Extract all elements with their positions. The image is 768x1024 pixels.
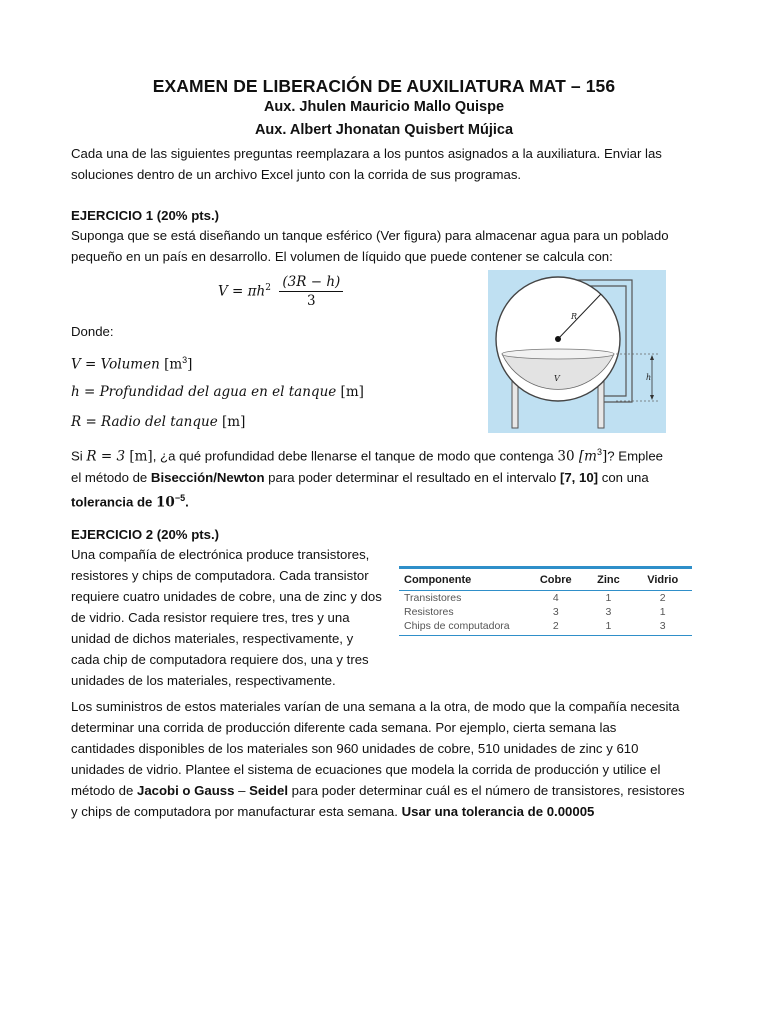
intro-paragraph xyxy=(71,143,662,185)
tolerance-exp: −5 xyxy=(174,493,186,504)
formula-numerator: (3R − h) xyxy=(279,274,343,292)
def-h-text: h = Profundidad del agua en el tanque xyxy=(71,384,341,400)
cell-vidrio: 1 xyxy=(659,606,666,618)
radius-label: R xyxy=(571,312,578,321)
cell-vidrio: 3 xyxy=(659,620,666,632)
donde-label: Donde: xyxy=(71,324,114,339)
table-row xyxy=(399,605,692,619)
method-seidel: Seidel xyxy=(249,783,288,798)
def-r-unit: [m] xyxy=(222,414,246,430)
definition-radius xyxy=(71,411,245,433)
p5-dash: – xyxy=(234,783,250,798)
auxiliary-name-1: Aux. Jhulen Mauricio Mallo Quispe xyxy=(263,99,505,115)
cell-cobre: 3 xyxy=(552,606,559,618)
question-line-3 xyxy=(71,488,663,513)
table-row xyxy=(399,591,692,605)
intro-line: soluciones dentro de un archivo Excel junto con la corrida de sus programas. xyxy=(71,167,522,182)
exercise-1-statement xyxy=(71,225,669,267)
exercise-2-statement xyxy=(71,544,389,691)
cell-cobre: 4 xyxy=(552,592,559,604)
q2-e: con una xyxy=(598,470,649,486)
intro-line: Cada una de las siguientes preguntas reemplazara a los puntos asignados a la auxiliatura. Enviar las xyxy=(71,146,662,161)
materials-table xyxy=(399,566,692,636)
paragraph-line: unidades de vidrio. Plantee el sistema de ecuaciones que modela la corrida de producción y utilice el xyxy=(71,762,661,777)
def-v-unit: [m xyxy=(164,356,183,373)
paragraph-line: Los suministros de estos materiales varían de una semana a la otra, de modo que la compañía necesita xyxy=(71,699,680,714)
question-line-1 xyxy=(71,442,663,467)
p6-a: y chips de computadora por manufacturar esta semana. xyxy=(71,804,402,819)
exercise-1-heading: EJERCICIO 1 (20% pts.) xyxy=(71,208,220,223)
statement-line: Una compañía de electrónica produce transistores, xyxy=(71,547,370,562)
statement-line: resistores y chips de computadora. Cada transistor xyxy=(71,568,369,583)
center-point xyxy=(555,336,561,342)
def-v-exp: 3 xyxy=(182,355,188,365)
header-componente: Componente xyxy=(404,574,472,586)
volume-label: V xyxy=(554,374,560,383)
row-label: Chips de computadora xyxy=(404,620,510,632)
definition-depth xyxy=(71,381,364,403)
definition-volume xyxy=(71,350,192,375)
cell-cobre: 2 xyxy=(552,620,559,632)
header-zinc: Zinc xyxy=(597,574,620,586)
q-end: ? Emplee xyxy=(607,448,663,464)
statement-line: pequeño en un país en desarrollo. El volumen de líquido que puede contener se calcula con: xyxy=(71,249,613,264)
q-vol-close: ] xyxy=(602,448,608,465)
formula-exponent: 2 xyxy=(265,282,271,293)
q2-a: el método de xyxy=(71,470,151,486)
exercise-2-paragraph-2 xyxy=(71,696,697,822)
p5-e: para poder determinar cuál es el número de transistores, resistores xyxy=(288,783,685,798)
header-vidrio: Vidrio xyxy=(647,574,679,586)
def-v-close: ] xyxy=(187,356,193,373)
q-vol-unit: [m xyxy=(578,448,597,465)
q3-a: tolerancia de xyxy=(71,494,157,510)
cell-zinc: 1 xyxy=(605,592,612,604)
volume-formula xyxy=(218,274,343,309)
table-header-row xyxy=(399,569,692,590)
statement-line: de vidrio. Cada resistor requiere tres, tres y una xyxy=(71,610,350,625)
q2-c: para poder determinar el resultado en el intervalo xyxy=(264,470,560,486)
depth-label: h xyxy=(646,373,652,382)
q-si: Si xyxy=(71,448,87,464)
table-row xyxy=(399,619,692,633)
method-jacobi-gauss: Jacobi o Gauss xyxy=(136,783,235,798)
formula-lhs: V = πh xyxy=(218,283,266,300)
statement-line: requiere cuatro unidades de cobre, una de zinc y dos xyxy=(71,589,382,604)
formula-denominator: 3 xyxy=(307,293,316,309)
q-mid: , ¿a qué profundidad debe llenarse el tanque de modo que contenga xyxy=(152,448,558,464)
paragraph-line xyxy=(71,780,697,801)
question-line-2 xyxy=(71,467,663,488)
row-label: Transistores xyxy=(404,592,462,604)
cell-zinc: 1 xyxy=(605,620,612,632)
water-surface xyxy=(502,349,614,359)
q-vol: 30 xyxy=(557,448,579,465)
paragraph-line: cantidades disponibles de los materiales son 960 unidades de cobre, 510 unidades de zinc y 610 xyxy=(71,741,639,756)
def-r-text: R = Radio del tanque xyxy=(71,414,222,430)
q-r-unit: [m] xyxy=(129,448,153,465)
exercise-2-heading: EJERCICIO 2 (20% pts.) xyxy=(71,527,220,542)
q-r: R = 3 xyxy=(86,448,130,465)
table-bottom-rule xyxy=(399,635,692,636)
def-h-unit: [m] xyxy=(340,384,364,400)
q-vol-exp: 3 xyxy=(596,447,602,457)
formula-fraction xyxy=(279,274,343,309)
statement-line: unidades de los materiales, respectivamente. xyxy=(71,673,336,688)
statement-line: unidad de dichos materiales, respectivamente, y xyxy=(71,631,354,646)
paragraph-line: determinar una corrida de producción diferente cada semana. Por ejemplo, cierta semana las xyxy=(71,720,617,735)
statement-line: cada chip de computadora requiere dos, una y tres xyxy=(71,652,369,667)
paragraph-line xyxy=(71,801,697,822)
cell-vidrio: 2 xyxy=(659,592,666,604)
exam-title: EXAMEN DE LIBERACIÓN DE AUXILIATURA MAT – 156 xyxy=(152,76,616,96)
spherical-tank-figure xyxy=(488,270,666,433)
row-label: Resistores xyxy=(404,606,454,618)
header-cobre: Cobre xyxy=(539,574,572,586)
interval: [7, 10] xyxy=(559,470,599,486)
exercise-1-question xyxy=(71,442,663,514)
q3-c: . xyxy=(185,494,189,510)
tolerance-base: 10 xyxy=(156,494,175,511)
def-v-text: V = Volumen xyxy=(71,356,165,373)
method-bisection-newton: Bisección/Newton xyxy=(150,470,265,486)
tolerance-statement: Usar una tolerancia de 0.00005 xyxy=(401,804,595,819)
statement-line: Suponga que se está diseñando un tanque esférico (Ver figura) para almacenar agua para un poblado xyxy=(71,228,669,243)
p5-a: método de xyxy=(71,783,137,798)
cell-zinc: 3 xyxy=(605,606,612,618)
auxiliary-name-2: Aux. Albert Jhonatan Quisbert Mújica xyxy=(254,122,514,138)
